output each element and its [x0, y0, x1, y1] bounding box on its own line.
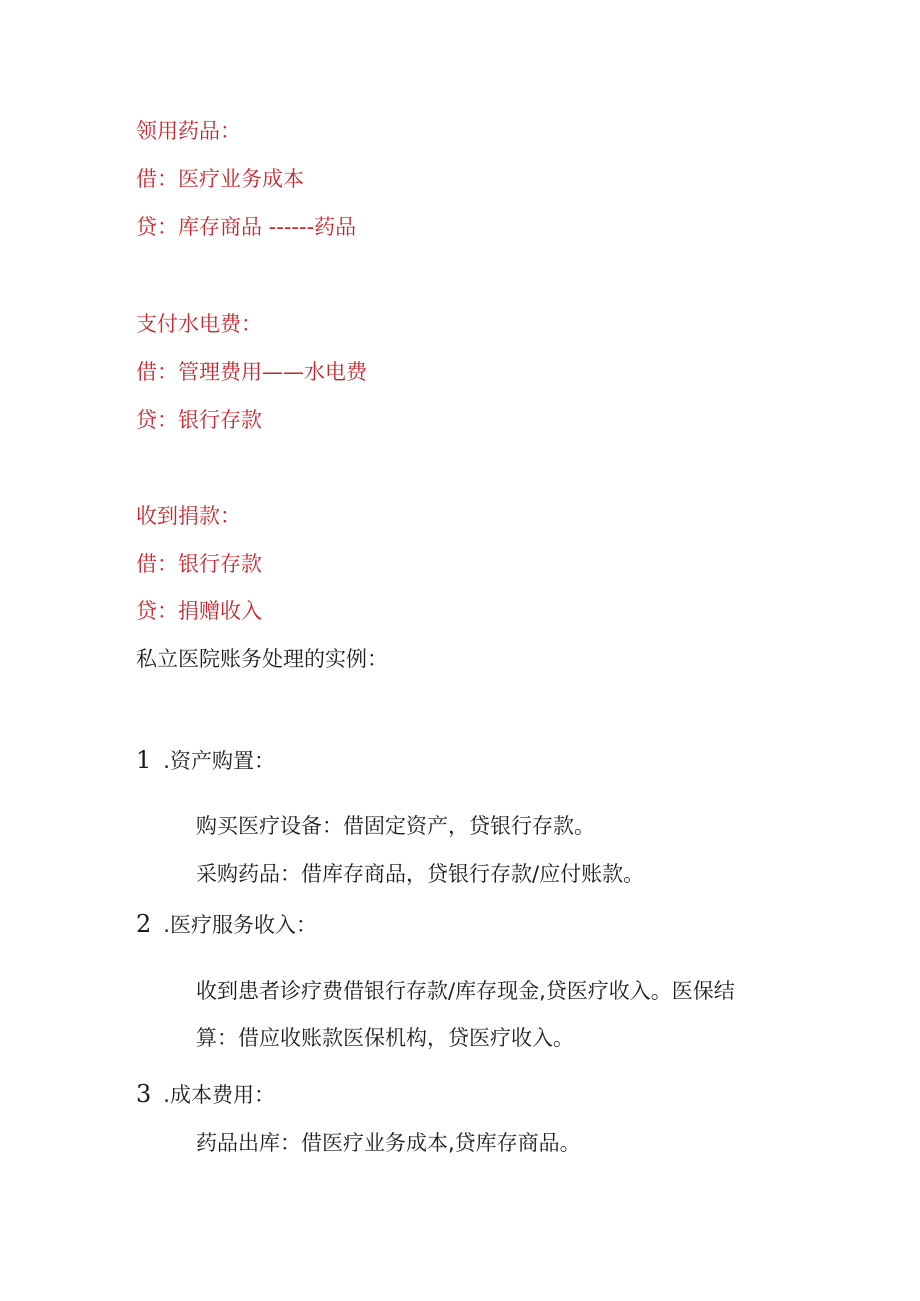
- item-number: 3: [136, 1080, 152, 1108]
- item-heading: [136, 910, 317, 939]
- item-heading-text: .医疗服务收入：: [163, 913, 317, 937]
- item-heading: [136, 1080, 275, 1109]
- entry-drug-usage-debit: 借：医疗业务成本: [136, 167, 304, 191]
- item-line: 采购药品：借库存商品，贷银行存款/应付账款。: [196, 862, 645, 886]
- item-number: 1: [136, 746, 152, 774]
- item-heading-text: .资产购置：: [163, 749, 275, 773]
- entry-donation-debit: 借：银行存款: [136, 552, 262, 576]
- item-heading-text: .成本费用：: [163, 1083, 275, 1107]
- section-title: 私立医院账务处理的实例：: [136, 647, 388, 671]
- item-line: 药品出库：借医疗业务成本,贷库存商品。: [196, 1131, 581, 1155]
- entry-utilities-title: 支付水电费：: [136, 312, 262, 336]
- entry-donation-credit: 贷：捐赠收入: [136, 599, 262, 623]
- item-line: 收到患者诊疗费借银行存款/库存现金,贷医疗收入。医保结: [196, 979, 735, 1003]
- entry-donation-title: 收到捐款：: [136, 504, 241, 528]
- entry-utilities-credit: 贷：银行存款: [136, 408, 262, 432]
- item-line: 购买医疗设备：借固定资产，贷银行存款。: [196, 814, 595, 838]
- item-heading: [136, 746, 275, 775]
- entry-drug-usage-title: 领用药品：: [136, 119, 241, 143]
- item-number: 2: [136, 910, 152, 938]
- entry-utilities-debit: 借：管理费用——水电费: [136, 360, 367, 384]
- entry-drug-usage-credit: 贷：库存商品 ------药品: [136, 215, 357, 239]
- item-line: 算：借应收账款医保机构，贷医疗收入。: [196, 1026, 574, 1050]
